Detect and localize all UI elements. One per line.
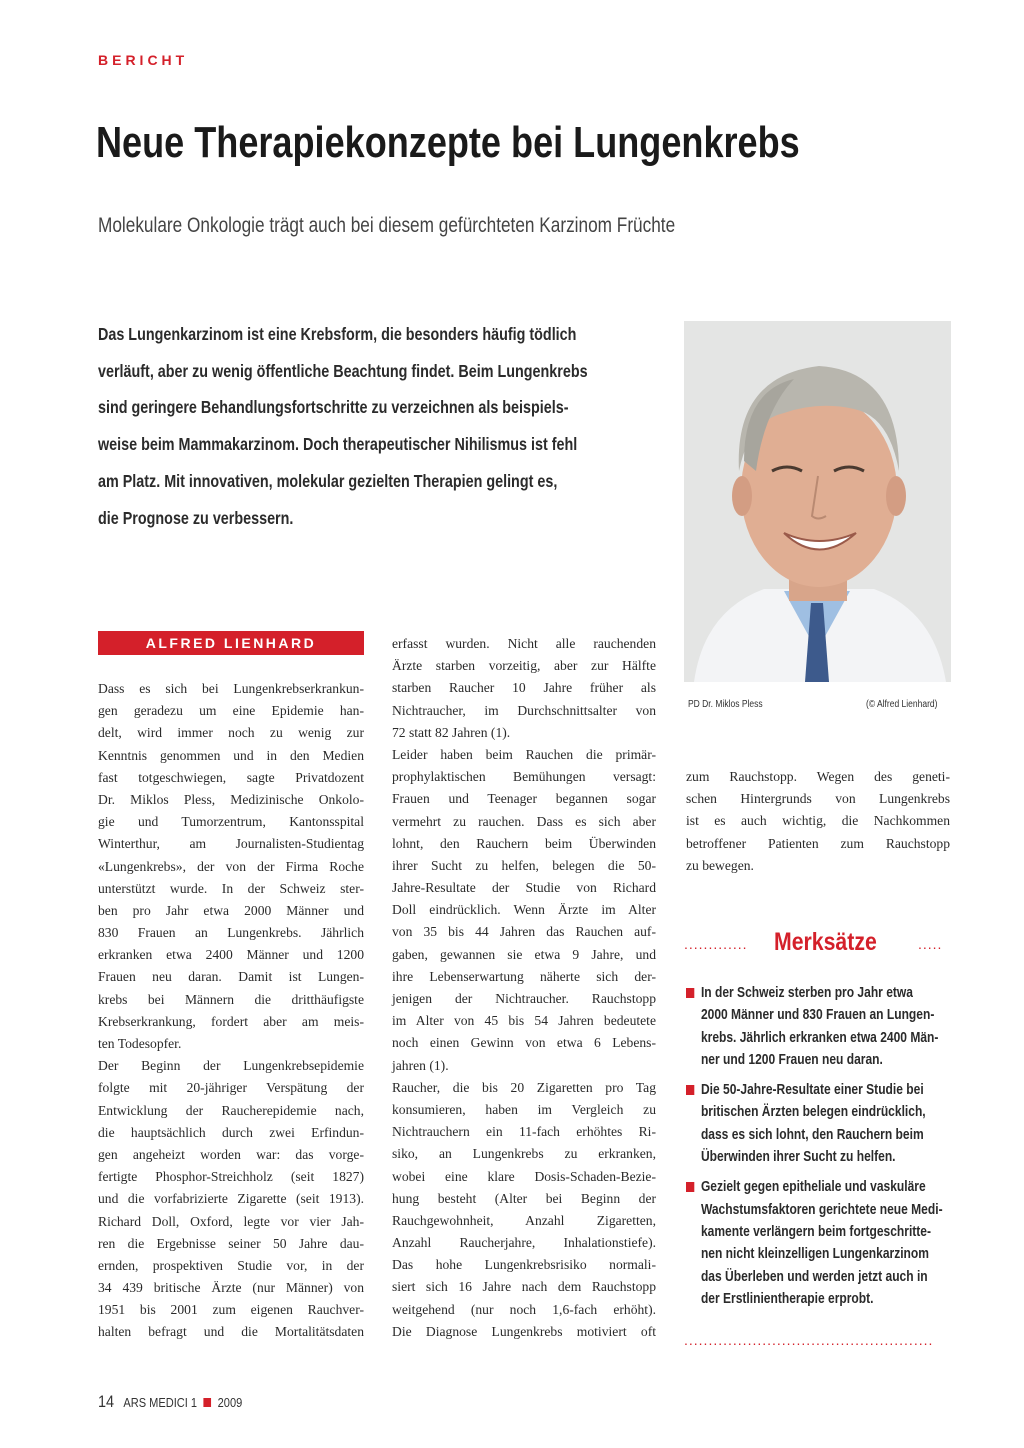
lead-line: Das Lungenkarzinom ist eine Krebsform, die besonders häufig tödlich bbox=[98, 324, 577, 344]
text-line: erfasst wurden. Nicht alle rauchenden bbox=[392, 636, 656, 651]
text-line: gaben, gewannen sie etwa 9 Jahre, und bbox=[392, 946, 656, 962]
text-line: folgte mit 20-jähriger Verspätung der bbox=[98, 1080, 364, 1096]
text-line: 34 439 britische Ärzte (nur Männer) von bbox=[98, 1280, 364, 1296]
article-subtitle: Molekulare Onkologie trägt auch bei diesem gefürchteten Karzinom Früchte bbox=[98, 214, 676, 237]
text-line: unterstützt wurde. In der Schweiz ster- bbox=[98, 880, 364, 896]
text-line: vermehrt zu rauchen. Dass es sich aber bbox=[392, 813, 656, 829]
text-line: jahren (1). bbox=[392, 1057, 449, 1073]
text-line: 72 statt 82 Jahren (1). bbox=[392, 724, 511, 740]
text-line: 1951 bis 2001 zum eigenen Rauchver- bbox=[98, 1302, 364, 1318]
text-line: konsumieren, haben im Vergleich zu bbox=[392, 1101, 656, 1117]
text-line: Frauen und Teenager begannen sogar bbox=[392, 791, 656, 807]
text-line: Kenntnis genommen und in den Medien bbox=[98, 747, 364, 763]
text-line: betroffener Patienten zum Rauchstopp bbox=[686, 835, 950, 851]
photo-credit: (© Alfred Lienhard) bbox=[866, 699, 938, 710]
text-line: Krebserkrankung, fordert aber am meis- bbox=[98, 1013, 364, 1029]
text-line: wobei eine klare Dosis-Schaden-Bezie- bbox=[392, 1168, 656, 1184]
text-line: Ärzte starben vorzeitig, aber zur Hälfte bbox=[392, 658, 656, 674]
text-line: Das hohe Lungenkrebsrisiko normali- bbox=[392, 1257, 656, 1273]
text-line: zu bewegen. bbox=[686, 857, 754, 873]
text-line: 830 Frauen an Lungenkrebs. Jährlich bbox=[98, 925, 364, 941]
text-line: ren die Ergebnisse seiner 50 Jahre dau- bbox=[98, 1235, 364, 1251]
text-line: noch einen Gewinn von etwa 6 Lebens- bbox=[392, 1035, 656, 1051]
text-line: und die vorfabrizierte Zigarette (seit 1913). bbox=[98, 1191, 364, 1207]
text-line: die hauptsächlich durch zwei Erfindun- bbox=[98, 1124, 364, 1140]
merksaetze-dots-right: ..... bbox=[918, 936, 943, 952]
author-byline: ALFRED LIENHARD bbox=[98, 631, 364, 655]
text-line: ernden, prospektiven Studie vor, in der bbox=[98, 1257, 364, 1273]
text-line: weitgehend (nur noch 1,6-fach erhöht). bbox=[392, 1301, 656, 1317]
text-line: gen geradezu um eine Epidemie han- bbox=[98, 703, 364, 719]
page-footer bbox=[98, 1392, 242, 1412]
text-line: Der Beginn der Lungenkrebsepidemie bbox=[98, 1058, 364, 1074]
journal-year: 2009 bbox=[217, 1395, 243, 1410]
merksatz-item: Gezielt gegen epitheliale und vaskuläre Wachstumsfaktoren gerichtete neue Medi- kamente verlängern beim fortgeschritte- nen nicht kleinzelligen Lungenkarzinom das Überleben und werden jetzt auch in der Erstlinientherapie erprobt. bbox=[686, 1176, 935, 1310]
text-line: «Lungenkrebs», der von der Firma Roche bbox=[98, 858, 364, 874]
text-line: jenigen der Nichtraucher. Rauchstopp bbox=[392, 991, 656, 1006]
page-number: 14 bbox=[98, 1392, 115, 1411]
text-line: prophylaktischen Bemühungen versagt: bbox=[392, 769, 656, 785]
text-line: Doll eindrücklich. Wenn Ärzte im Alter bbox=[392, 902, 656, 918]
text-line: fertigte Phosphor-Streichholz (seit 1827) bbox=[98, 1169, 364, 1185]
text-line: starben Raucher 10 Jahre früher als bbox=[392, 680, 656, 696]
text-line: Nichtraucher, im Durchschnittsalter von bbox=[392, 702, 656, 718]
lead-line: am Platz. Mit innovativen, molekular gezielten Therapien gelingt es, bbox=[98, 470, 558, 491]
lead-line: die Prognose zu verbessern. bbox=[98, 507, 294, 528]
footer-square-icon bbox=[204, 1398, 212, 1407]
merksatz-item: In der Schweiz sterben pro Jahr etwa 2000 Männer und 830 Frauen an Lungen- krebs. Jährlich erkranken etwa 2400 Män- ner und 1200 Frauen neu daran. bbox=[686, 982, 935, 1071]
section-label: BERICHT bbox=[98, 52, 189, 68]
text-line: Leider haben beim Rauchen die primär- bbox=[392, 746, 656, 762]
lead-line: verläuft, aber zu wenig öffentliche Beachtung findet. Beim Lungenkrebs bbox=[98, 360, 588, 381]
text-line: von 35 bis 44 Jahren das Rauchen auf- bbox=[392, 924, 656, 940]
merksaetze-title: Merksätze bbox=[774, 928, 877, 956]
merksaetze-list bbox=[686, 982, 943, 1318]
lead-line: weise beim Mammakarzinom. Doch therapeutischer Nihilismus ist fehl bbox=[98, 434, 578, 455]
merksaetze-dots-bottom: ................................................... bbox=[684, 1332, 934, 1348]
journal-name: ARS MEDICI 1 bbox=[123, 1395, 198, 1410]
text-line: gie und Tumorzentrum, Kantonsspital bbox=[98, 814, 364, 830]
text-line: Jahre-Resultate der Studie von Richard bbox=[392, 880, 656, 896]
text-line: fast totgeschwiegen, sagte Privatdozent bbox=[98, 769, 364, 785]
text-line: gen angeheizt worden war: das vorge- bbox=[98, 1146, 364, 1162]
text-line: Raucher, die bis 20 Zigaretten pro Tag bbox=[392, 1079, 656, 1095]
merksaetze-dots-left: ............. bbox=[684, 936, 748, 952]
text-line: hung besteht (Alter bei Beginn der bbox=[392, 1190, 656, 1206]
text-line: lohnt, den Rauchern beim Überwinden bbox=[392, 835, 656, 851]
text-line: Frauen neu daran. Damit ist Lungen- bbox=[98, 969, 364, 985]
text-line: Winterthur, am Journalisten-Studientag bbox=[98, 836, 364, 852]
text-line: Nichtrauchern ein 11-fach erhöhtes Ri- bbox=[392, 1124, 656, 1140]
text-line: siert sich 16 Jahre nach dem Rauchstopp bbox=[392, 1279, 656, 1295]
text-line: delt, wird immer noch zu wenig zur bbox=[98, 725, 364, 741]
text-line: Entwicklung der Raucherepidemie nach, bbox=[98, 1102, 364, 1118]
text-line: schen Hintergrunds von Lungenkrebs bbox=[686, 791, 950, 807]
text-line: erkranken etwa 2400 Männer und 1200 bbox=[98, 947, 364, 963]
text-line: Die Diagnose Lungenkrebs motiviert oft bbox=[392, 1323, 656, 1339]
text-line: siko, an Lungenkrebs zu erkranken, bbox=[392, 1146, 656, 1162]
merksatz-item: Die 50-Jahre-Resultate einer Studie bei britischen Ärzten belegen eindrücklich, dass es sich lohnt, den Rauchern beim Überwinden ihrer Sucht zu helfen. bbox=[686, 1079, 935, 1168]
bullet-square-icon bbox=[686, 1182, 694, 1192]
text-line: ist es auch wichtig, die Nachkommen bbox=[686, 813, 950, 829]
text-line: im Alter von 45 bis 54 Jahren bedeutete bbox=[392, 1013, 656, 1029]
text-line: ihrer Sucht zu helfen, belegen die 50- bbox=[392, 857, 656, 873]
text-line: ihre Lebenserwartung näherte sich der- bbox=[392, 968, 656, 984]
text-line: ten Todesopfer. bbox=[98, 1036, 182, 1051]
text-line: ben pro Jahr etwa 2000 Männer und bbox=[98, 902, 364, 918]
text-line: zum Rauchstopp. Wegen des geneti- bbox=[686, 769, 950, 784]
bullet-square-icon bbox=[686, 988, 694, 998]
portrait-photo bbox=[684, 321, 951, 682]
text-line: Dr. Miklos Pless, Medizinische Onkolo- bbox=[98, 791, 364, 807]
article-title: Neue Therapiekonzepte bei Lungenkrebs bbox=[96, 118, 800, 167]
text-line: Dass es sich bei Lungenkrebserkrankun- bbox=[98, 681, 364, 696]
lead-paragraph bbox=[98, 316, 639, 536]
body-column-1 bbox=[98, 678, 364, 1344]
text-line: krebs bei Männern die dritthäufigste bbox=[98, 991, 364, 1007]
text-line: halten befragt und die Mortalitätsdaten bbox=[98, 1324, 364, 1340]
body-column-3 bbox=[686, 766, 950, 877]
lead-line: sind geringere Behandlungsfortschritte zu verzeichnen als beispiels- bbox=[98, 397, 569, 418]
text-line: Anzahl Raucherjahre, Inhalationstiefe). bbox=[392, 1235, 656, 1251]
photo-caption: PD Dr. Miklos Pless bbox=[688, 699, 763, 710]
bullet-square-icon bbox=[686, 1085, 694, 1095]
text-line: Richard Doll, Oxford, legte vor vier Jah- bbox=[98, 1213, 364, 1229]
text-line: Rauchgewohnheit, Anzahl Zigaretten, bbox=[392, 1212, 656, 1228]
portrait-illustration bbox=[684, 321, 951, 682]
body-column-2 bbox=[392, 633, 656, 1343]
